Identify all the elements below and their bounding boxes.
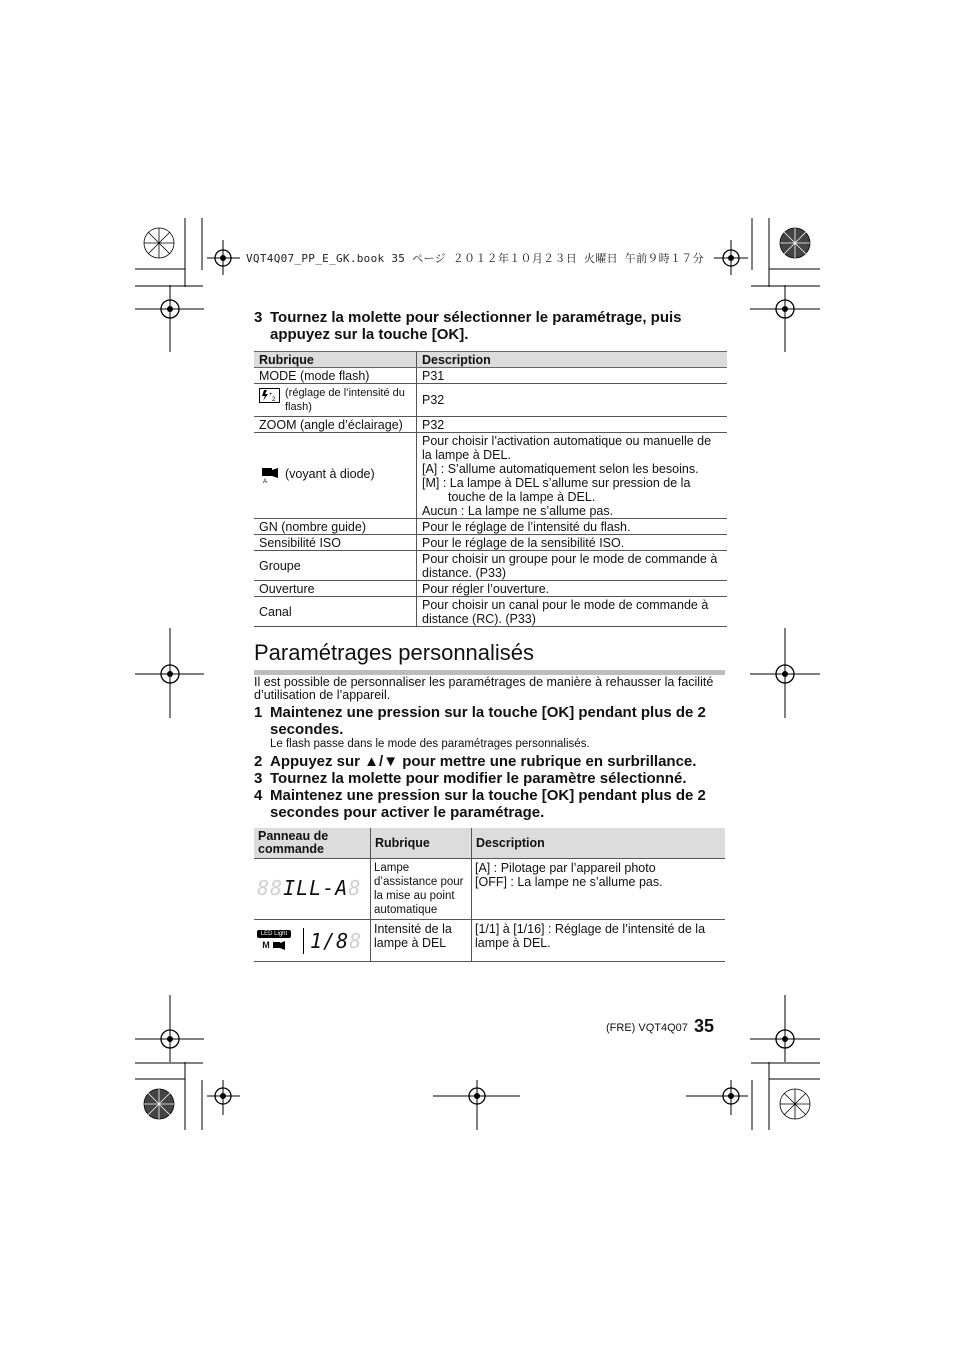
cell-desc: P32 [417,384,728,417]
step-text: Appuyez sur ▲/▼ pour mettre une rubrique en surbrillance. [270,753,697,770]
table-row [254,597,727,627]
step-number: 3 [254,309,263,326]
cell-item: Lampe d’assistance pour la mise au point automatique [371,859,472,920]
desc-line: Aucun : La lampe ne s’allume pas. [422,503,614,518]
lcd-value: ILL-A [283,875,349,900]
cell-desc: Pour choisir un groupe pour le mode de commande à distance. (P33) [417,551,728,581]
table-header-row [254,828,725,859]
cell-desc: P31 [417,368,728,384]
table-header-row [254,352,727,368]
cell-item: Groupe [254,551,417,581]
cell-item [254,384,417,417]
column-header-panel: Panneau de commande [254,828,371,859]
page-number: 35 [694,1016,715,1036]
led-mode-icon-group [257,930,291,952]
table-row [254,551,727,581]
column-header-rubrique: Rubrique [371,828,472,859]
step-number: 2 [254,753,263,770]
cell-item: GN (nombre guide) [254,519,417,535]
led-light-badge: LED Light [257,930,291,938]
step-number: 4 [254,787,263,804]
cell-item [254,433,417,519]
cell-desc [417,433,728,519]
table-row [254,433,727,519]
table-row [254,519,727,535]
flash-settings-table [254,351,727,627]
cell-desc [472,859,726,920]
table-row [254,535,727,551]
section-intro: Il est possible de personnaliser les paramétrages de manière à rehausser la facilité d’utilisation de l’appareil. [254,675,714,702]
cell-item-text: (voyant à diode) [285,467,375,481]
lcd-value: 1/8 [310,928,350,953]
table-row [254,859,725,920]
step-number: 1 [254,704,263,721]
svg-text:+: + [269,392,273,398]
column-header-description: Description [417,352,728,368]
lcd-display-ill: 88ILL-A8 [257,875,362,900]
display-divider [303,928,304,954]
cell-panel [254,859,371,920]
cell-item: ZOOM (angle d’éclairage) [254,417,417,433]
desc-line: Pour choisir l’activation automatique ou manuelle de la lampe à DEL. [422,433,712,462]
desc-line: [M] : La lampe à DEL s’allume sur pression de la [422,475,691,490]
manual-indicator: M [262,939,270,950]
cell-desc: Pour choisir un canal pour le mode de commande à distance (RC). (P33) [417,597,728,627]
table-row [254,581,727,597]
cell-item: Intensité de la lampe à DEL [371,920,472,962]
desc-line: [OFF] : La lampe ne s’allume pas. [475,875,663,889]
cell-desc: Pour le réglage de la sensibilité ISO. [417,535,728,551]
step-1-note: Le flash passe dans le mode des paramétrages personnalisés. [270,738,590,750]
cell-desc: [1/1] à [1/16] : Réglage de l’intensité de la lampe à DEL. [472,920,726,962]
cell-item-text: (réglage de l’intensité du flash) [285,387,405,413]
cell-desc: Pour régler l’ouverture. [417,581,728,597]
desc-line: touche de la lampe à DEL. [448,489,596,504]
footer-label: (FRE) VQT4Q07 [606,1022,688,1034]
cell-item: Sensibilité ISO [254,535,417,551]
led-lamp-icon [272,940,286,952]
column-header-description: Description [472,828,726,859]
cell-item: Ouverture [254,581,417,597]
desc-line: [A] : Pilotage par l’appareil photo [475,861,656,875]
cell-desc: Pour le réglage de l’intensité du flash. [417,519,728,535]
cell-item: Canal [254,597,417,627]
flash-intensity-icon [259,388,281,404]
table-row [254,384,727,417]
svg-text:A: A [263,479,268,484]
desc-line: [A] : S’allume automatiquement selon les besoins. [422,461,699,476]
book-header-line: VQT4Q07_PP_E_GK.book 35 ページ ２０１２年１０月２３日 火曜日 午前９時１７分 [246,252,704,265]
svg-text:2: 2 [272,397,276,403]
cell-desc: P32 [417,417,728,433]
custom-settings-table [254,828,725,962]
lcd-display-fraction: 1/88 [310,928,363,953]
led-lamp-icon [259,464,279,484]
cell-panel [254,920,371,962]
column-header-rubrique: Rubrique [254,352,417,368]
section-title: Paramétrages personnalisés [254,640,535,665]
table-row [254,417,727,433]
step-number: 3 [254,770,263,787]
step-text: Maintenez une pression sur la touche [OK] pendant plus de 2 secondes. [270,704,706,738]
step-text: Tournez la molette pour modifier le paramètre sélectionné. [270,770,687,787]
step-text: Tournez la molette pour sélectionner le paramétrage, puis appuyez sur la touche [OK]. [270,309,682,343]
table-row [254,368,727,384]
step-text: Maintenez une pression sur la touche [OK] pendant plus de 2 secondes pour activer le paramétrage. [270,787,706,821]
cell-item: MODE (mode flash) [254,368,417,384]
table-row [254,920,725,962]
